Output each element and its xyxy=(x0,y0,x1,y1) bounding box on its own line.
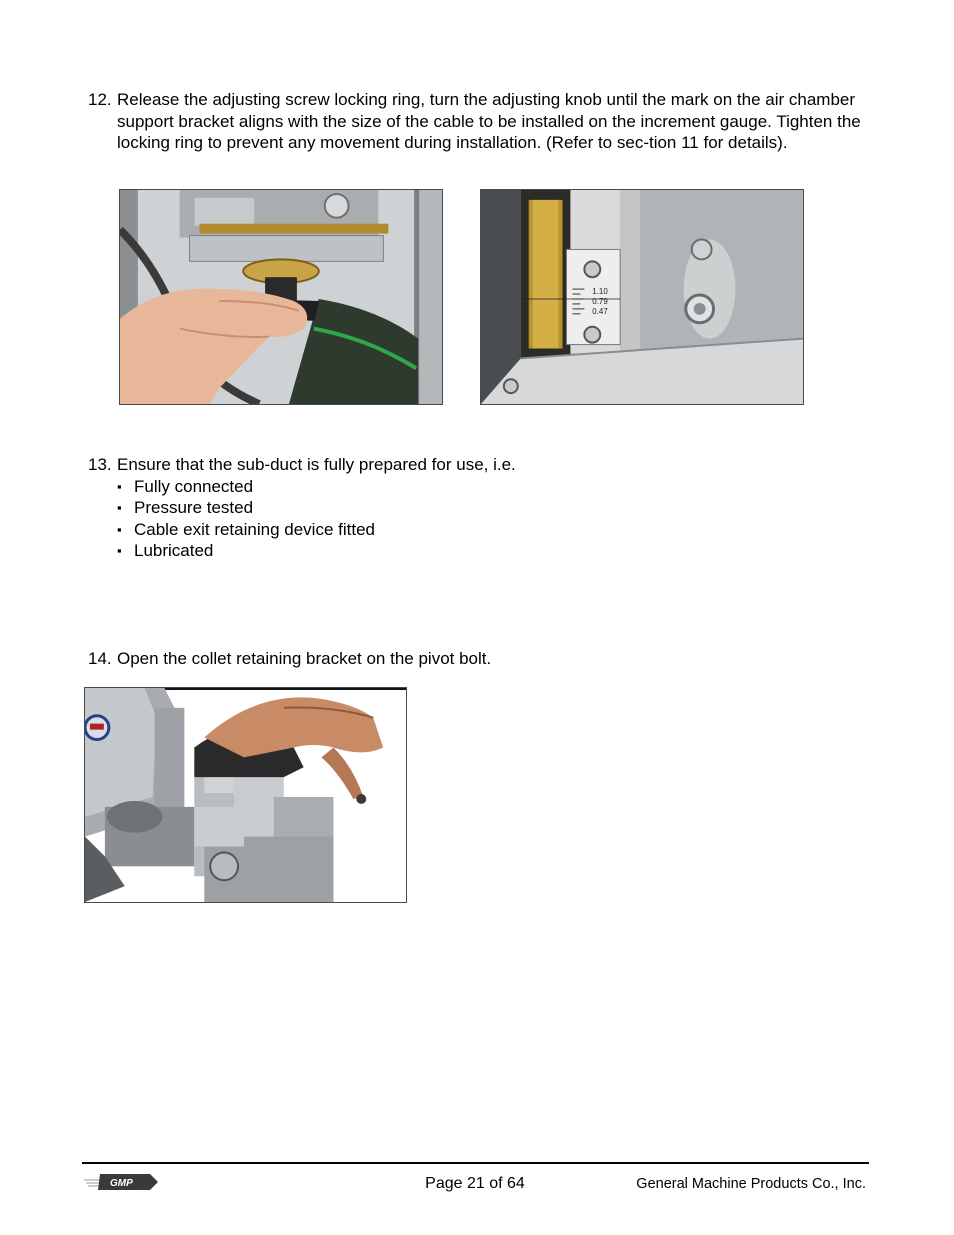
gauge-label-1: 1.10 xyxy=(592,287,608,297)
step-text: Ensure that the sub-duct is fully prepared for use, i.e. xyxy=(117,455,516,474)
step-14 xyxy=(88,648,878,670)
gauge-label-2: 0.79 xyxy=(592,296,608,306)
list-item: ▪ Cable exit retaining device fitted xyxy=(117,519,878,541)
company-name: General Machine Products Co., Inc. xyxy=(636,1176,866,1192)
list-item: ▪ Fully connected xyxy=(117,476,878,498)
adjusting-knob-photo xyxy=(119,189,443,405)
list-item: ▪ Lubricated xyxy=(117,540,878,562)
increment-gauge-photo xyxy=(480,189,804,405)
step-13 xyxy=(88,454,878,562)
logo-text: GMP xyxy=(110,1178,133,1189)
list-item: ▪ Pressure tested xyxy=(117,497,878,519)
gmp-logo xyxy=(84,1171,160,1193)
step-text: Open the collet retaining bracket on the pivot bolt. xyxy=(117,649,492,668)
footer-divider xyxy=(82,1162,869,1164)
step-number: 14. xyxy=(88,649,112,668)
prep-checklist xyxy=(117,476,878,562)
page-number: Page 21 of 64 xyxy=(425,1175,525,1192)
step-12 xyxy=(88,89,878,154)
step-number: 12. xyxy=(88,90,112,109)
step-number: 13. xyxy=(88,455,112,474)
step-text: Release the adjusting screw locking ring, turn the adjusting knob until the mark on the air chamber support bracket aligns with the size of the cable to be installed on the increment gauge. Tighten the locking ring to prevent any movement during installation. (Refer to sec-tion 11 for details). xyxy=(117,90,861,152)
collet-bracket-photo xyxy=(84,687,407,903)
gauge-label-3: 0.47 xyxy=(592,306,608,316)
